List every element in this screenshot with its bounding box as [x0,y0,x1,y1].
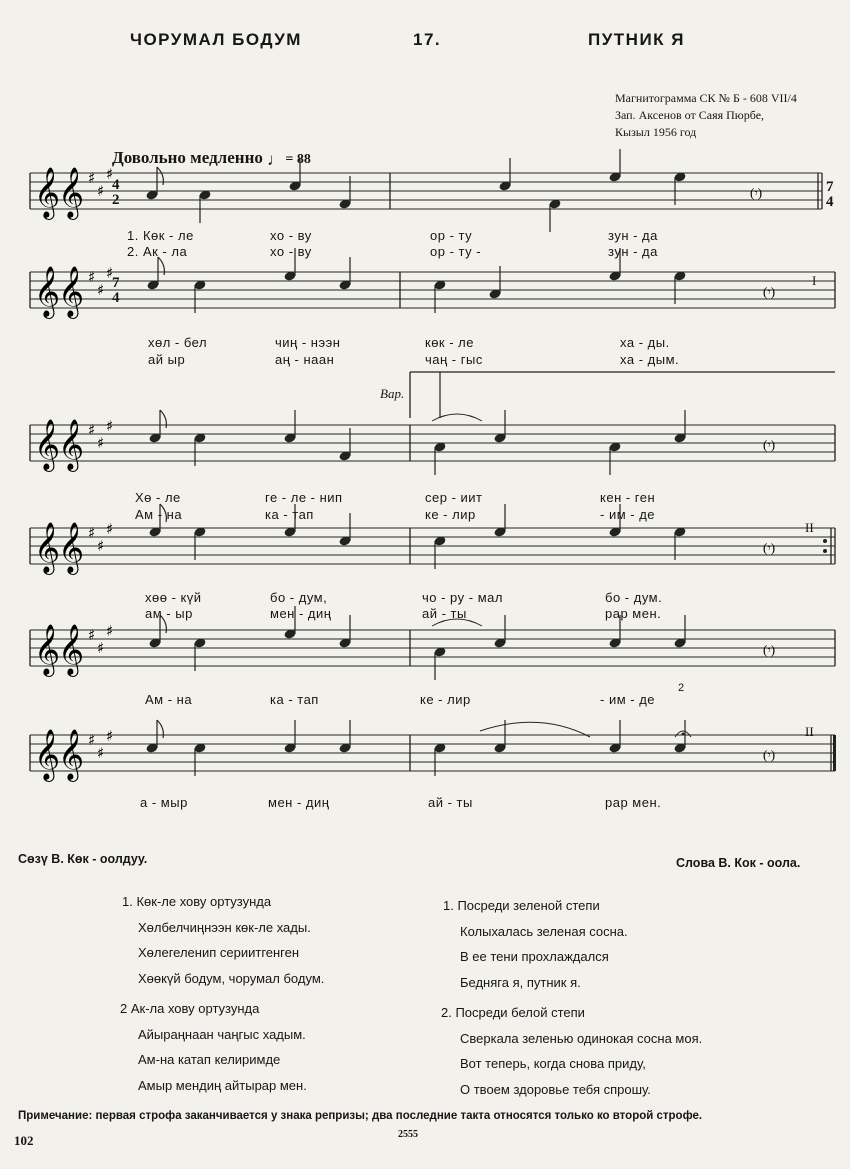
verse-tuvan-2 [120,996,307,1098]
source-line: Кызыл 1956 год [615,125,697,139]
sharp-icon: ♯ [97,434,105,452]
lyric-syllable: ор - ту - [430,244,482,259]
source-line: Магнитограмма СК № Б - 608 VII/4 [615,91,797,105]
lyric-syllable: бо - дум, [270,590,328,605]
footnote: Примечание: первая строфа заканчивается у знака репризы; два последние такта относятся только ко второй строфе. [18,1110,703,1122]
verse-line: Хөөкүй бодум, чорумал бодум. [138,970,325,986]
treble-clef-icon: 𝄞 [58,419,85,470]
verse-line: О твоем здоровье тебя спрошу. [460,1081,651,1097]
repeat-dot [823,549,827,553]
verse-line: Бедняга я, путник я. [460,974,581,990]
lyric-syllable: чаң - гыс [425,352,483,367]
lyric-syllable: 1. Көк - ле [127,228,194,243]
song-title-tuvan: ЧОРУМАЛ БОДУМ [130,30,302,49]
verse-line: 1. Көк-ле хову ортузунда [122,894,272,909]
sharp-icon: ♯ [88,731,96,749]
verse-line: Хөлегеленип сериитгенген [138,945,300,960]
final-bar [833,735,836,771]
rest-icon: (𝄾) [763,747,776,762]
treble-clef-icon: 𝄞 [58,266,85,317]
verse-line: В ее тени прохлаждался [460,949,609,964]
quarter-note-icon: ♩ [267,150,285,169]
tempo-text: Довольно медленно [112,148,263,167]
verse-line: Сверкала зеленью одинокая сосна моя. [460,1030,703,1046]
lyric-syllable: а - мыр [140,795,188,810]
sharp-icon: ♯ [106,417,114,435]
tempo-value: = 88 [285,152,311,167]
verse-line: 1. Посреди зеленой степи [443,898,600,913]
lyric-syllable: ай ыр [148,352,186,367]
lyric-superscript: 2 [678,682,685,694]
sharp-icon: ♯ [106,622,114,640]
lyric-syllable: ке - лир [420,692,471,707]
sharp-icon: ♯ [97,281,105,299]
variant-label: Вар. [380,386,405,401]
print-code: 2555 [398,1129,418,1140]
lyric-syllable: - им - де [600,692,656,707]
sharp-icon: ♯ [97,537,105,555]
treble-clef-icon: 𝄞 [58,729,85,780]
lyric-syllable: ха - дым. [620,352,680,367]
lyric-syllable: ам - ыр [145,606,193,621]
verse-line: 2. Посреди белой степи [441,1005,585,1020]
lyric-syllable: Ам - на [145,692,193,707]
rest-icon: (𝄾) [763,437,776,452]
time-signature: 4 2 [112,177,120,208]
verse-line: 2 Ак-ла хову ортузунда [120,1001,260,1016]
lyricist-credit-tuvan: Сөзү В. Көк - оолдуу. [18,852,148,866]
lyric-syllable: ай - ты [428,795,473,810]
lyric-syllable: - им - де [600,507,656,522]
lyric-syllable: мен - диң [268,795,330,810]
treble-clef-icon: 𝄞 [58,167,85,218]
source-line: Зап. Аксенов от Саяя Пюрбе, [615,108,765,122]
lyric-syllable: зун - да [608,228,658,243]
lyricist-credit-russian: Слова В. Кок - оола. [676,856,801,870]
lyric-syllable: ге - ле - нип [265,490,343,505]
lyric-syllable: Хө - ле [135,490,181,505]
sharp-icon: ♯ [97,182,105,200]
verse-russian-2 [441,1000,702,1102]
lyric-syllable: чиң - нээн [275,335,341,350]
volta-label: II [805,520,814,535]
lyric-syllable: хо - ву [270,228,312,243]
lyric-syllable: рар мен. [605,606,662,621]
rest-icon: (𝄾) [763,540,776,555]
treble-clef-icon: 𝄞 [34,419,61,470]
treble-clef-icon: 𝄞 [58,522,85,573]
sharp-icon: ♯ [88,268,96,286]
treble-clef-icon: 𝄞 [34,522,61,573]
treble-clef-icon: 𝄞 [58,624,85,675]
song-number: 17. [413,30,442,49]
repeat-dot [823,539,827,543]
lyric-syllable: зун - да [608,244,658,259]
verse-line: Ам-на катап келиримде [138,1052,281,1067]
lyric-syllable: ха - ды. [620,335,670,350]
treble-clef-icon: 𝄞 [34,266,61,317]
sharp-icon: ♯ [88,421,96,439]
rest-icon: (𝄾) [750,185,763,200]
treble-clef-icon: 𝄞 [34,729,61,780]
verse-russian-1 [443,893,628,995]
fermata-dot [682,733,685,736]
lyric-syllable: көк - ле [425,335,474,350]
lyric-syllable: чо - ру - мал [422,590,503,605]
lyric-syllable: ка - тап [270,692,319,707]
verse-line: Хөлбелчиңнээн көк-ле хады. [138,919,311,935]
page-number: 102 [14,1133,34,1148]
volta-label: II [805,724,814,739]
lyric-syllable: аң - наан [275,352,335,367]
song-title-russian: ПУТНИК Я [588,30,685,49]
treble-clef-icon: 𝄞 [34,624,61,675]
lyric-syllable: сер - иит [425,490,483,505]
rest-icon: (𝄾) [763,284,776,299]
verse-line: Колыхалась зеленая сосна. [460,923,628,939]
lyric-syllable: ка - тап [265,507,314,522]
sharp-icon: ♯ [106,727,114,745]
verse-line: Вот теперь, когда снова приду, [460,1056,646,1071]
sharp-icon: ♯ [88,524,96,542]
lyric-syllable: хөө - күй [145,590,202,605]
sharp-icon: ♯ [97,744,105,762]
volta-label: I [812,273,817,288]
lyric-syllable: ор - ту [430,228,473,243]
verse-line: Амыр мендиң айтырар мен. [138,1077,307,1093]
sharp-icon: ♯ [106,264,114,282]
lyric-syllable: бо - дум. [605,590,663,605]
sharp-icon: ♯ [106,165,114,183]
sharp-icon: ♯ [97,639,105,657]
rest-icon: (𝄾) [763,642,776,657]
time-signature: 7 4 [112,275,120,306]
time-signature-end: 7 4 [826,179,834,210]
sharp-icon: ♯ [88,169,96,187]
lyric-syllable: хөл - бел [148,335,208,350]
lyric-syllable: ке - лир [425,507,476,522]
lyric-syllable: кен - ген [600,490,656,505]
lyric-syllable: 2. Ак - ла [127,244,188,259]
verse-tuvan-1 [122,889,324,991]
lyric-syllable: мен - диң [270,606,332,621]
lyric-syllable: ай - ты [422,606,467,621]
sharp-icon: ♯ [106,520,114,538]
sharp-icon: ♯ [88,626,96,644]
lyric-syllable: хо - ву [270,244,312,259]
lyric-syllable: рар мен. [605,795,662,810]
treble-clef-icon: 𝄞 [34,167,61,218]
verse-line: Айыраңнаан чаңгыс хадым. [138,1026,306,1042]
lyric-syllable: Ам - на [135,507,183,522]
